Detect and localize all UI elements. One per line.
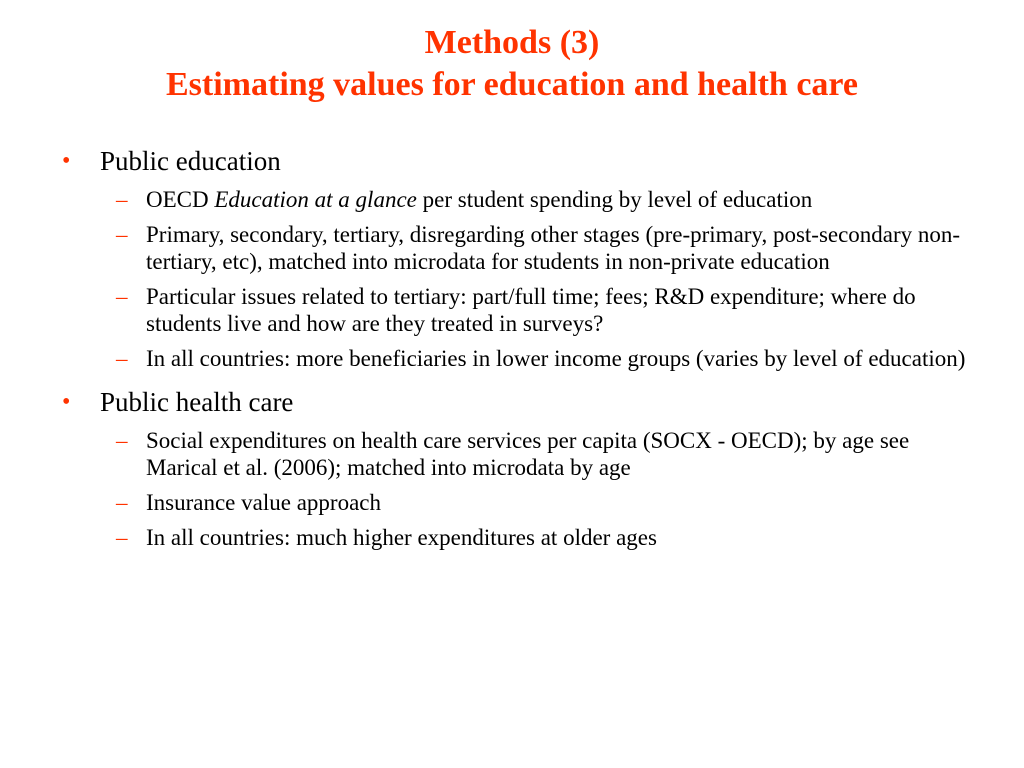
sub-bullet [116, 221, 966, 275]
sub-bullet-text: In all countries: much higher expenditures at older ages [146, 525, 657, 550]
dash-marker: – [116, 490, 128, 515]
text-suffix: per student spending by level of education [416, 187, 813, 212]
title-line-1: Methods (3) [424, 24, 600, 61]
sub-bullet-text: Social expenditures on health care services per capita (SOCX - OECD); by age see Marical et al. (2006); matched into microdata by age [146, 428, 910, 480]
bullet-public-health-care [58, 386, 978, 418]
section-heading: Public health care [100, 387, 294, 417]
bullet-marker: • [62, 389, 71, 415]
sub-bullet [116, 186, 966, 213]
sub-bullet-text: In all countries: more beneficiaries in lower income groups (varies by level of education) [146, 346, 966, 371]
dash-marker: – [116, 428, 128, 453]
dash-marker: – [116, 222, 128, 247]
sub-bullet [116, 283, 966, 337]
sub-bullet [116, 524, 966, 551]
sub-bullet-text: Insurance value approach [146, 490, 381, 515]
slide-title [0, 22, 1024, 106]
sub-bullet-text [146, 186, 966, 213]
dash-marker: – [116, 187, 128, 212]
sub-bullet-text: Primary, secondary, tertiary, disregarding other stages (pre-primary, post-secondary non-tertiary, etc), matched into microdata for students in non-private education [146, 222, 961, 274]
dash-marker: – [116, 284, 128, 309]
publication-title: Education at a glance [214, 187, 417, 212]
sub-bullet [116, 345, 966, 372]
section-heading: Public education [100, 146, 281, 176]
title-line-2: Estimating values for education and health care [166, 66, 858, 103]
text-prefix: OECD [146, 187, 215, 212]
slide-body [58, 145, 978, 559]
sub-bullet [116, 489, 966, 516]
sub-bullet-text: Particular issues related to tertiary: part/full time; fees; R&D expenditure; where do students live and how are they treated in surveys? [146, 284, 916, 336]
dash-marker: – [116, 346, 128, 371]
dash-marker: – [116, 525, 128, 550]
bullet-marker: • [62, 148, 71, 174]
bullet-public-education [58, 145, 978, 177]
sub-bullet [116, 427, 966, 481]
